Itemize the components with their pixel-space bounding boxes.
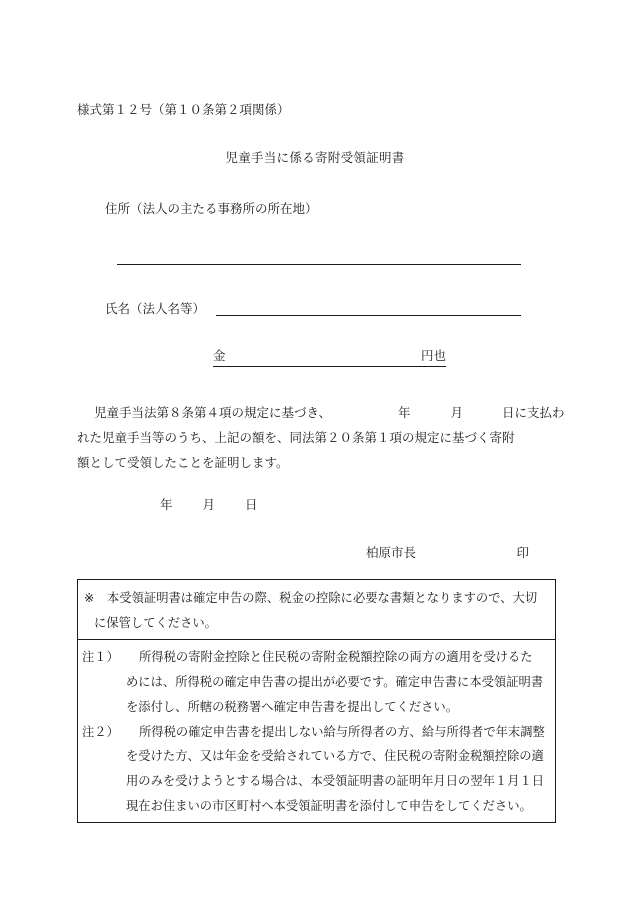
certification-date	[160, 499, 258, 512]
note-2-line-3: 用のみを受けようとする場合は、本受領証明書の証明年月日の翌年１月１日	[126, 774, 545, 788]
notice-line-2: に保管してください。	[94, 616, 217, 630]
note-2-label: 注２）	[82, 725, 119, 739]
amount-row	[213, 350, 446, 367]
amount-suffix: 円也	[420, 348, 446, 363]
form-number: 様式第１２号（第１０条第２項関係）	[77, 102, 290, 117]
statement-year: 年	[397, 405, 411, 420]
statement-day: 日に支払わ	[501, 405, 565, 420]
document-title: 児童手当に係る寄附受領証明書	[225, 150, 405, 165]
date-month: 月	[202, 497, 216, 512]
notice-box	[77, 579, 556, 823]
note-1-label: 注１）	[82, 650, 119, 664]
notice-mark: ※	[84, 591, 95, 605]
statement-line-2: れた児童手当等のうち、上記の額を、同法第２０条第１項の規定に基づく寄附	[77, 430, 515, 445]
signer-title: 柏原市長	[366, 545, 417, 560]
address-label: 住所（法人の主たる事務所の所在地）	[105, 201, 318, 216]
note-1-line-2: めには、所得税の確定申告書の提出が必要です。確定申告書に本受領証明書	[126, 675, 544, 689]
amount-prefix: 金	[213, 348, 226, 363]
statement-month: 月	[450, 405, 463, 420]
address-field-line	[117, 264, 521, 265]
note-1-line-1: 所得税の寄附金控除と住民税の寄附金税額控除の両方の適用を受けるた	[139, 650, 533, 664]
note-1-line-3: を添付し、所轄の税務署へ確定申告書を提出してください。	[126, 700, 459, 714]
notice-line-1: 本受領証明書は確定申告の際、税金の控除に必要な書類となりますので、大切	[107, 591, 538, 605]
seal-mark: 印	[516, 545, 529, 560]
statement-line-1	[77, 400, 565, 425]
note-2-line-2: を受けた方、又は年金を受給されている方で、住民税の寄附金税額控除の適	[126, 749, 544, 763]
date-day: 日	[245, 497, 258, 512]
name-field-line	[216, 315, 521, 316]
note-2-line-4: 現在お住まいの市区町村へ本受領証明書を添付して申告をしてください。	[126, 799, 532, 813]
statement-line-1-text: 児童手当法第８条第４項の規定に基づき、	[93, 405, 331, 420]
notice-section	[78, 580, 555, 640]
certification-statement	[77, 400, 565, 475]
statement-line-3: 額として受領したことを証明します。	[77, 455, 289, 470]
date-year: 年	[160, 497, 173, 512]
note-2-line-1: 所得税の確定申告書を提出しない給与所得者の方、給与所得者で年末調整	[139, 725, 545, 739]
name-label: 氏名（法人名等）	[105, 301, 206, 316]
signer	[366, 547, 529, 560]
